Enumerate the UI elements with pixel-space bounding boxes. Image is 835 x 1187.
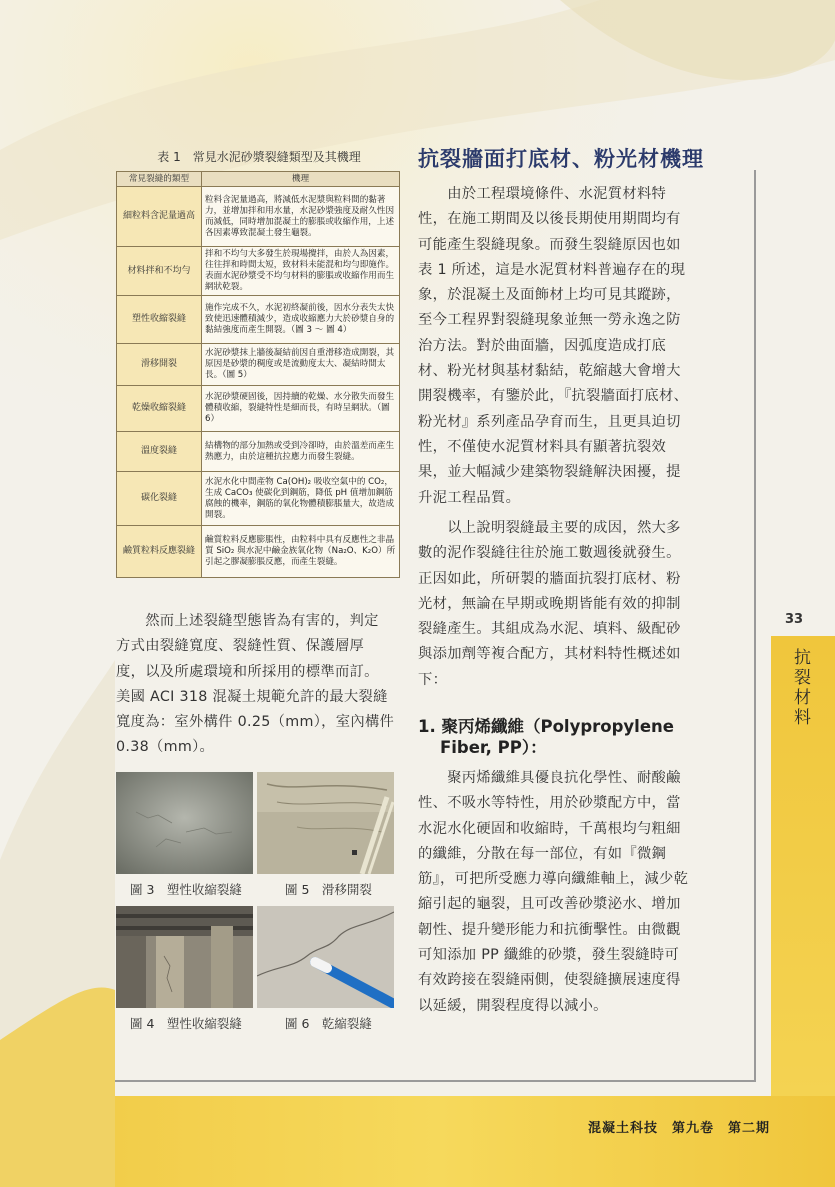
footer-color-band — [115, 1096, 835, 1187]
crack-type: 溫度裂縫 — [117, 432, 202, 472]
table-row — [117, 432, 400, 472]
frame-line-horizontal — [115, 1080, 755, 1082]
table-row — [117, 247, 400, 296]
crack-type: 細粒料含泥量過高 — [117, 187, 202, 247]
right-paragraph-1: 由於工程環境條件、水泥質材料特 性，在施工期間及以後長期使用期間均有 可能產生裂縫現象。而發生裂縫原因也如 表 1 所述，這是水泥質材料普遍存在的現 象，於混凝土及面飾材上均可見其蹤跡， 至今工程界對裂縫現象並無一勞永逸之防 治方法。對於曲面牆，因弧度造成打底 材、粉光材與基材黏結，乾縮越大會增大 開裂機率，有鑒於此，『抗裂牆面打底材、 粉光材』系列產品孕育而生，且更具迫切 性，不僅使水泥質材料具有顯著抗裂效 果，並大幅減少建築物裂縫解決困擾，提 升泥工程品質。 — [418, 186, 689, 506]
crack-mechanism: 粒料含泥量過高，將減低水泥漿與粒料間的黏著力，並增加拌和用水量，水泥砂漿強度及耐久性因而減低，同時增加混凝土的膨脹或收縮作用，上述各因素導致混凝土發生龜裂。 — [202, 187, 400, 247]
table-row — [117, 526, 400, 578]
subheading-pp-fiber: 1. 聚丙烯纖維（Polypropylene Fiber, PP）： — [418, 717, 674, 757]
right-paragraph-3: 聚丙烯纖維具優良抗化學性、耐酸鹼 性、不吸水等特性，用於砂漿配方中，當 水泥水化硬固和收縮時，千萬根均勻粗細 的纖維，分散在每一部位，有如『微鋼 筋』，可把所受應力導向纖維軸上，減少乾 縮引起的龜裂，且可改善砂漿泌水、增加 韌性、提升變形能力和抗衝擊性。由微觀 可知添加 PP 纖維的砂漿，發生裂縫時可 有效跨接在裂縫兩側，使裂縫擴展速度得 以延緩，開裂程度得以減小。 — [418, 770, 689, 1014]
figure-5-photo — [257, 772, 394, 874]
figure-4-photo — [116, 906, 253, 1008]
crack-type: 材料拌和不均勻 — [117, 247, 202, 296]
table-caption: 表 1 常見水泥砂漿裂縫類型及其機理 — [157, 150, 361, 164]
crack-type: 鹼質粒料反應裂縫 — [117, 526, 202, 578]
figure-6-caption: 圖 6 乾縮裂縫 — [285, 1016, 372, 1031]
table-row — [117, 344, 400, 386]
crack-type: 碳化裂縫 — [117, 472, 202, 526]
left-paragraph: 然而上述裂縫型態皆為有害的，判定 方式由裂縫寬度、裂縫性質、保護層厚 度，以及所處環境和所採用的標準而訂。 美國 ACI 318 混凝土規範允許的最大裂縫 寬度為：室外構件 0.25（mm），室內構件 0.38（mm）。 — [116, 613, 395, 756]
crack-type: 滑移開裂 — [117, 344, 202, 386]
right-paragraph-2: 以上說明裂縫最主要的成因，然大多 數的泥作裂縫往往於施工數週後就發生。 正因如此，所研製的牆面抗裂打底材、粉 光材，無論在早期或晚期皆能有效的抑制 裂縫產生。其組成為水泥、填料、級配砂 與添加劑等複合配方，其材料特性概述如 下： — [418, 520, 681, 688]
figure-3-caption: 圖 3 塑性收縮裂縫 — [130, 882, 242, 897]
crack-mechanism: 水泥砂漿抹上牆後凝結前因自重滑移造成開裂，其原因是砂漿的稠度或是流動度太大、凝結時間太長。（圖 5） — [202, 344, 400, 386]
section-heading: 抗裂牆面打底材、粉光材機理 — [418, 147, 704, 171]
table-row — [117, 296, 400, 344]
figure-6-photo — [257, 906, 394, 1008]
table-row — [117, 386, 400, 432]
section-side-label: 抗裂材料 — [790, 648, 810, 728]
crack-type: 塑性收縮裂縫 — [117, 296, 202, 344]
crack-mechanism: 水泥砂漿硬固後，因持續的乾燥、水分散失而發生體積收縮，裂縫特性是細而長，有時呈網狀。（圖 6） — [202, 386, 400, 432]
crack-type: 乾燥收縮裂縫 — [117, 386, 202, 432]
page-number: 33 — [785, 612, 804, 627]
crack-mechanism: 結構物的部分加熱或受到冷卻時，由於溫差而產生熱應力，由於這種抗拉應力而發生裂縫。 — [202, 432, 400, 472]
figure-3-photo — [116, 772, 253, 874]
crack-mechanism: 拌和不均勻大多發生於現場攪拌，由於人為因素，往往拌和時間太短，致材料未能混和均勻即施作。表面水泥砂漿受不均勻材料的膨脹或收縮作用而生網狀乾裂。 — [202, 247, 400, 296]
frame-line-vertical — [754, 170, 756, 1082]
crack-mechanism: 鹼質粒料反應膨脹性，由粒料中具有反應性之非晶質 SiO₂ 與水泥中鹼金族氧化物（Na₂O、K₂O）所引起之膠凝膨脹反應，而產生裂縫。 — [202, 526, 400, 578]
table-header-mechanism: 機理 — [202, 172, 400, 187]
figure-5-caption: 圖 5 滑移開裂 — [285, 882, 372, 897]
crack-types-table — [116, 171, 400, 578]
crack-mechanism: 施作完成不久，水泥初終凝前後，因水分表失太快致使迅速體積減少，造成收縮應力大於砂漿自身的黏結強度而產生開裂。（圖 3 ～ 圖 4） — [202, 296, 400, 344]
journal-footer: 混凝土科技 第九卷 第二期 — [588, 1121, 771, 1136]
table-row — [117, 187, 400, 247]
crack-mechanism: 水泥水化中間產物 Ca(OH)₂ 吸收空氣中的 CO₂，生成 CaCO₃ 使碳化到鋼筋，降低 pH 值增加鋼筋腐蝕的機率，鋼筋的氧化物體積膨脹量大，故造成開裂。 — [202, 472, 400, 526]
table-header-type: 常見裂縫的類型 — [117, 172, 202, 187]
table-row — [117, 472, 400, 526]
figure-4-caption: 圖 4 塑性收縮裂縫 — [130, 1016, 242, 1031]
